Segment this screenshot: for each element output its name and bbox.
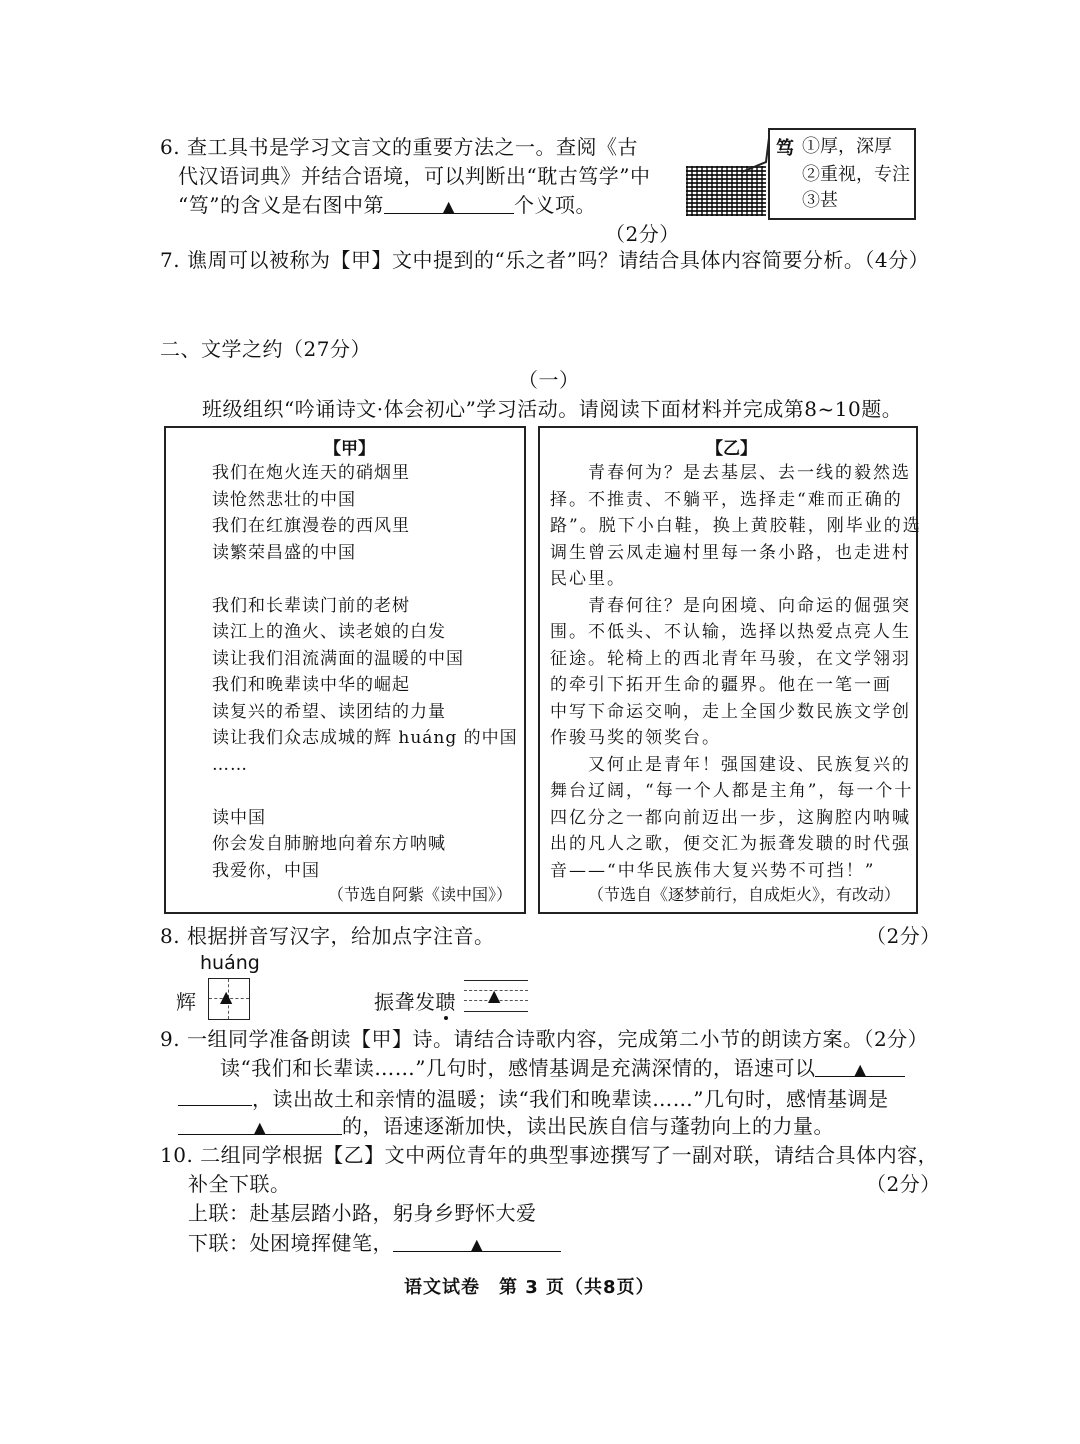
q8-text: 8. 根据拼音写汉字，给加点字注音。 (160, 924, 495, 948)
poem-line: 读江上的渔火、读老娘的白发 (212, 622, 446, 642)
dict-char: 笃 (776, 138, 794, 159)
poem-line (212, 778, 518, 805)
poem-line: 读中国 (212, 807, 266, 828)
prose-line: 青春何为？是去基层、去一线的毅然选 (550, 463, 911, 483)
q8-char-box[interactable] (208, 978, 250, 1020)
prose-line: 民心里。 (550, 569, 626, 589)
q9-blank-2[interactable]: ▲ (178, 1112, 342, 1135)
q9-line2: 读“我们和长辈读……”几句时，感情基调是充满深情的，语速可以 ▲ (220, 1054, 905, 1082)
q6-line1: 6. 查工具书是学习文言文的重要方法之一。查阅《古 (160, 135, 638, 159)
poem-line: 我们和晚辈读中华的崛起 (212, 675, 410, 695)
poem-line: 读让我们众志成城的辉 huáng 的中国 (212, 728, 518, 748)
section-intro: 班级组织“吟诵诗文·体会初心”学习活动。请阅读下面材料并完成第8~10题。 (202, 397, 903, 421)
answer-triangle: ▲ (220, 987, 233, 1006)
prose-line: 四亿分之一都向前迈出一步，这胸腔内呐喊 (550, 807, 911, 828)
poem-line (212, 566, 518, 593)
yi-prose (550, 460, 922, 884)
q10-upper: 上联：赴基层踏小路，躬身乡野怀大爱 (188, 1201, 537, 1225)
prose-line: 调生曾云凤走遍村里每一条小路，也走进村 (550, 542, 911, 563)
dict-sense-2: ②重视，专注 (802, 164, 910, 185)
q8-hui: 辉 (176, 990, 197, 1014)
prose-line: 舞台辽阔，“每一个人都是主角”，每一个十 (550, 781, 914, 801)
q6-score: （2分） (605, 222, 680, 246)
section-title: 二、文学之约（27分） (160, 337, 371, 361)
poem-line: …… (212, 754, 248, 775)
dictionary-entry-box (768, 128, 916, 220)
q9-line3: ，读出故土和亲情的温暖；读“我们和晚辈读……”几句时，感情基调是 (178, 1083, 888, 1113)
poem-line: 读怆然悲壮的中国 (212, 489, 356, 510)
poem-line: 我们在炮火连天的硝烟里 (212, 463, 410, 483)
q6-line3: “笃”的含义是右图中第 ▲ 个义项。 (178, 193, 596, 217)
prose-line: 围。不低头、不认输，选择以热爱点亮人生 (550, 622, 911, 642)
jia-poem (212, 460, 518, 884)
q10-line1: 10. 二组同学根据【乙】文中两位青年的典型事迹撰写了一副对联，请结合具体内容， (160, 1143, 939, 1167)
jia-label: 【甲】 (324, 439, 375, 459)
dict-sense-1: ①厚，深厚 (802, 136, 892, 157)
prose-line: 中写下命运交响，走上全国少数民族文学创 (550, 701, 911, 722)
q6-answer-blank[interactable]: ▲ (384, 191, 514, 214)
prose-line: 音——“中华民族伟大复兴势不可挡！” (550, 860, 876, 881)
q8-pinyin: huáng (200, 952, 260, 974)
q10-answer-blank[interactable]: ▲ (393, 1229, 561, 1252)
answer-triangle: ▲ (488, 986, 501, 1005)
q8-dotted-char: 聩 (435, 990, 456, 1014)
q9-blank-1[interactable]: ▲ (815, 1054, 905, 1077)
q8-phrase: 振聋发聩 (374, 990, 456, 1014)
prose-line: 出的凡人之歌，便交汇为振聋发聩的时代强 (550, 834, 911, 854)
yi-source: （节选自《逐梦前行，自成炬火》，有改动） (588, 885, 901, 904)
poem-line: 我们和长辈读门前的老树 (212, 595, 410, 616)
poem-line: 读繁荣昌盛的中国 (212, 542, 356, 563)
poem-line: 我爱你，中国 (212, 860, 320, 881)
jia-source: （节选自阿紫《读中国》） (328, 885, 513, 904)
yi-box (538, 426, 922, 914)
poem-line: 读让我们泪流满面的温暖的中国 (212, 648, 464, 669)
poem-line: 我们在红旗漫卷的西风里 (212, 516, 410, 536)
q7-text: 7. 谯周可以被称为【甲】文中提到的“乐之者”吗？请结合具体内容简要分析。（4分） (160, 248, 930, 272)
dict-sense-3: ③甚 (802, 190, 838, 211)
poem-line: 你会发自肺腑地向着东方呐喊 (212, 834, 446, 854)
prose-line: 征途。轮椅上的西北青年马骏，在文学翎羽 (550, 648, 911, 669)
q9-blank-1-cont[interactable] (178, 1083, 252, 1106)
q8-score: （2分） (866, 924, 941, 948)
prose-line: 的牵引下拓开生命的疆界。他在一笔一画 (550, 675, 892, 695)
prose-line: 又何止是青年！强国建设、民族复兴的 (550, 754, 911, 775)
q9-line4: ▲ 的，语速逐渐加快，读出民族自信与蓬勃向上的力量。 (178, 1112, 834, 1140)
q8-pinyin-lines[interactable] (464, 980, 528, 1012)
jia-box (164, 426, 526, 914)
prose-line: 作骏马奖的领奖台。 (550, 728, 721, 748)
section-sub: （一） (518, 368, 580, 392)
poem-line: 读复兴的希望、读团结的力量 (212, 701, 446, 722)
prose-line: 青春何往？是向困境、向命运的倔强突 (550, 595, 911, 616)
q6-line2: 代汉语词典》并结合语境，可以判断出“耽古笃学”中 (178, 164, 651, 188)
q10-lower: 下联：处困境挥健笔， ▲ (188, 1229, 561, 1257)
prose-line: 路”。脱下小白鞋，换上黄胶鞋，刚毕业的选 (550, 516, 922, 536)
q10-line2: 补全下联。 (188, 1172, 291, 1196)
yi-label: 【乙】 (706, 439, 757, 459)
q10-score: （2分） (866, 1172, 941, 1196)
q9-line1: 9. 一组同学准备朗读【甲】诗。请结合诗歌内容，完成第二小节的朗读方案。（2分） (160, 1027, 929, 1051)
prose-line: 择。不推责、不躺平，选择走“难而正确的 (550, 489, 903, 510)
page-footer: 语文试卷 第 3 页（共8页） (404, 1277, 655, 1298)
